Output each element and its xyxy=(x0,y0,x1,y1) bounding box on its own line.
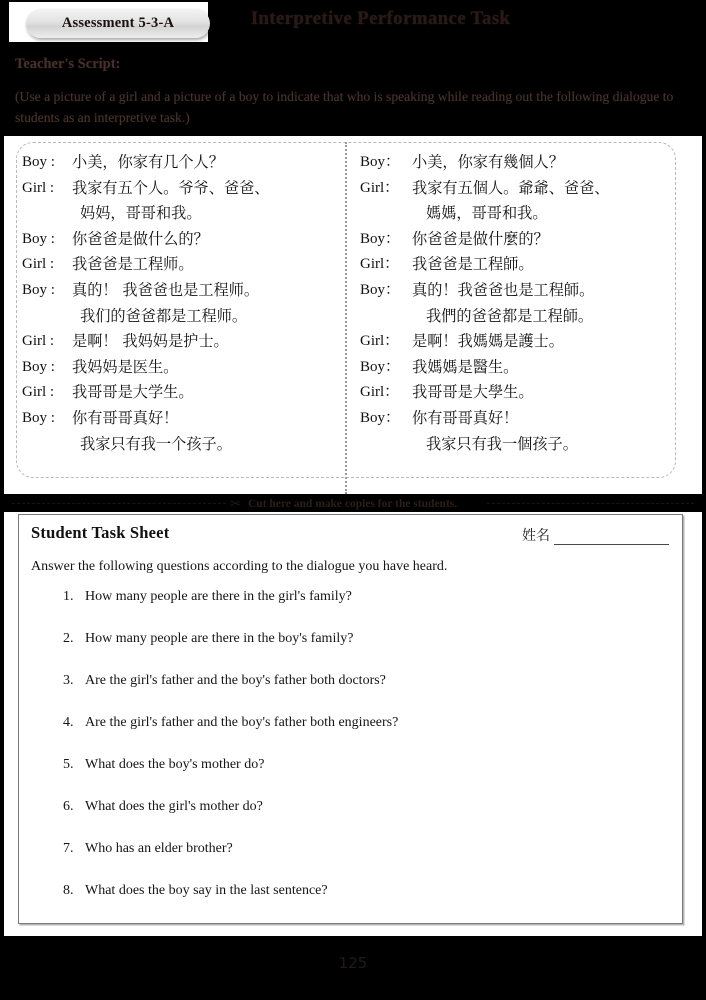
dialogue-line xyxy=(360,176,690,202)
dialogue-speaker: Boy : xyxy=(22,281,55,298)
cut-line-separator xyxy=(0,496,706,512)
question-text: Who has an elder brother? xyxy=(85,841,233,856)
cut-rule-left xyxy=(12,503,226,504)
dialogue-speaker: Girl : xyxy=(22,384,55,401)
dialogue-text: 我哥哥是大學生。 xyxy=(412,383,534,402)
dialogue-text: 你有哥哥真好！ xyxy=(412,408,519,427)
teacher-script-heading: Teacher's Script: xyxy=(15,56,121,72)
teacher-script-note: (Use a picture of a girl and a picture of a boy to indicate that who is speaking while reading out the following dialogue to students as an interpretive task.) xyxy=(15,89,674,125)
dialogue-speaker: Girl： xyxy=(360,333,400,350)
student-name-field[interactable] xyxy=(522,525,669,545)
dialogue-text: 我妈妈是医生。 xyxy=(72,357,179,376)
dialogue-text: 我哥哥是大学生。 xyxy=(72,383,194,402)
scissors-icon: ✂ xyxy=(230,496,241,511)
question-number: 6. xyxy=(63,799,74,814)
dialogue-line xyxy=(22,201,340,227)
dialogue-speaker: Boy : xyxy=(22,154,55,170)
dialogue-speaker: Boy : xyxy=(22,358,55,375)
task-sheet-page xyxy=(4,512,702,936)
dialogue-speaker: Girl： xyxy=(360,179,400,196)
question-item xyxy=(63,797,663,816)
dialogue-line xyxy=(360,380,690,406)
dialogue-text: 我家只有我一个孩子。 xyxy=(80,434,232,453)
cut-rule-right xyxy=(487,503,694,504)
dialogue-text: 我家有五個人。爺爺、爸爸、 xyxy=(412,178,610,197)
page-number: 125 xyxy=(338,954,368,972)
dialogue-line xyxy=(22,380,340,406)
dialogue-speaker: Boy： xyxy=(360,409,401,426)
dialogue-line xyxy=(22,252,340,278)
question-number: 4. xyxy=(63,715,74,730)
dialogue-speaker: Girl : xyxy=(22,256,55,273)
question-text: What does the boy's mother do? xyxy=(85,757,265,772)
assessment-label: Assessment 5-3-A xyxy=(61,15,175,31)
student-name-label: 姓名 xyxy=(522,528,550,544)
dialogue-text: 真的！ 我爸爸也是工程师。 xyxy=(72,280,260,299)
dialogue-line xyxy=(360,278,690,304)
question-number: 2. xyxy=(63,631,74,646)
question-item xyxy=(63,881,663,900)
dialogue-line xyxy=(360,355,690,381)
dialogue-text: 我家有五个人。爷爷、爸爸、 xyxy=(72,178,270,197)
page-footer xyxy=(0,936,706,1000)
dialogue-text: 妈妈，哥哥和我。 xyxy=(80,204,202,223)
question-text: What does the boy say in the last sentence? xyxy=(85,883,328,898)
dialogue-line xyxy=(360,432,690,458)
question-item xyxy=(63,671,663,690)
dialogue-line xyxy=(22,432,340,458)
question-list xyxy=(63,587,663,923)
dialogue-speaker: Boy : xyxy=(22,230,55,247)
question-item xyxy=(63,839,663,858)
dialogue-text: 媽媽，哥哥和我。 xyxy=(426,204,548,223)
dialogue-column-divider xyxy=(345,142,347,494)
dialogue-text: 我爸爸是工程师。 xyxy=(72,255,194,274)
question-text: How many people are there in the girl's family? xyxy=(85,589,352,604)
dialogue-line xyxy=(360,329,690,355)
question-number: 8. xyxy=(63,883,74,898)
dialogue-text: 是啊！我媽媽是護士。 xyxy=(412,332,564,351)
question-item xyxy=(63,587,663,606)
dialogue-column-simplified xyxy=(22,150,340,457)
dialogue-line xyxy=(360,304,690,330)
dialogue-line xyxy=(360,406,690,432)
task-sheet-title: Student Task Sheet xyxy=(31,523,170,542)
dialogue-line xyxy=(22,150,340,176)
teacher-script-section xyxy=(0,48,706,128)
dialogue-text: 我們的爸爸都是工程師。 xyxy=(426,306,594,325)
dialogue-speaker: Boy： xyxy=(360,358,401,375)
dialogue-line xyxy=(22,304,340,330)
dialogue-line xyxy=(360,150,690,176)
dialogue-line xyxy=(360,201,690,227)
dialogue-line xyxy=(22,176,340,202)
dialogue-text: 你爸爸是做什麼的？ xyxy=(412,229,549,248)
dialogue-line xyxy=(22,406,340,432)
cut-line-label: Cut here and make copies for the students. xyxy=(248,498,458,510)
question-text: Are the girl's father and the boy's father both doctors? xyxy=(85,673,386,688)
question-item xyxy=(63,713,663,732)
dialogue-speaker: Boy： xyxy=(360,281,401,298)
dialogue-speaker: Girl： xyxy=(360,256,400,273)
dialogue-speaker: Girl : xyxy=(22,179,55,196)
question-text: What does the girl's mother do? xyxy=(85,799,263,814)
page-header xyxy=(0,0,706,44)
dialogue-text: 我们的爸爸都是工程师。 xyxy=(80,306,248,325)
dialogue-line xyxy=(360,252,690,278)
dialogue-text: 真的！我爸爸也是工程師。 xyxy=(412,280,595,299)
question-number: 3. xyxy=(63,673,74,688)
dialogue-text: 你有哥哥真好！ xyxy=(72,408,179,427)
question-text: How many people are there in the boy's family? xyxy=(85,631,354,646)
question-item xyxy=(63,755,663,774)
dialogue-text: 小美，你家有幾個人？ xyxy=(412,153,564,171)
dialogue-speaker: Boy : xyxy=(22,409,55,426)
dialogue-column-traditional xyxy=(360,150,690,457)
question-item xyxy=(63,629,663,648)
student-task-sheet xyxy=(18,514,683,924)
dialogue-text: 我家只有我一個孩子。 xyxy=(426,434,578,453)
dialogue-text: 我爸爸是工程師。 xyxy=(412,255,534,274)
dialogue-speaker: Boy： xyxy=(360,230,401,247)
page-title: Interpretive Performance Task xyxy=(250,8,511,29)
dialogue-line xyxy=(22,278,340,304)
dialogue-text: 你爸爸是做什么的？ xyxy=(72,229,209,248)
question-number: 1. xyxy=(63,589,74,604)
dialogue-line xyxy=(22,355,340,381)
dialogue-line xyxy=(22,329,340,355)
question-number: 7. xyxy=(63,841,74,856)
dialogue-line xyxy=(22,227,340,253)
dialogue-speaker: Boy： xyxy=(360,154,401,170)
dialogue-speaker: Girl： xyxy=(360,384,400,401)
question-text: Are the girl's father and the boy's father both engineers? xyxy=(85,715,399,730)
task-instruction: Answer the following questions according to the dialogue you have heard. xyxy=(31,559,448,574)
question-number: 5. xyxy=(63,757,74,772)
student-name-input[interactable] xyxy=(554,527,669,545)
dialogue-text: 我媽媽是醫生。 xyxy=(412,357,519,376)
dialogue-text: 小美，你家有几个人？ xyxy=(72,153,224,171)
dialogue-speaker: Girl : xyxy=(22,333,55,350)
dialogue-text: 是啊！ 我妈妈是护士。 xyxy=(72,332,229,351)
dialogue-line xyxy=(360,227,690,253)
